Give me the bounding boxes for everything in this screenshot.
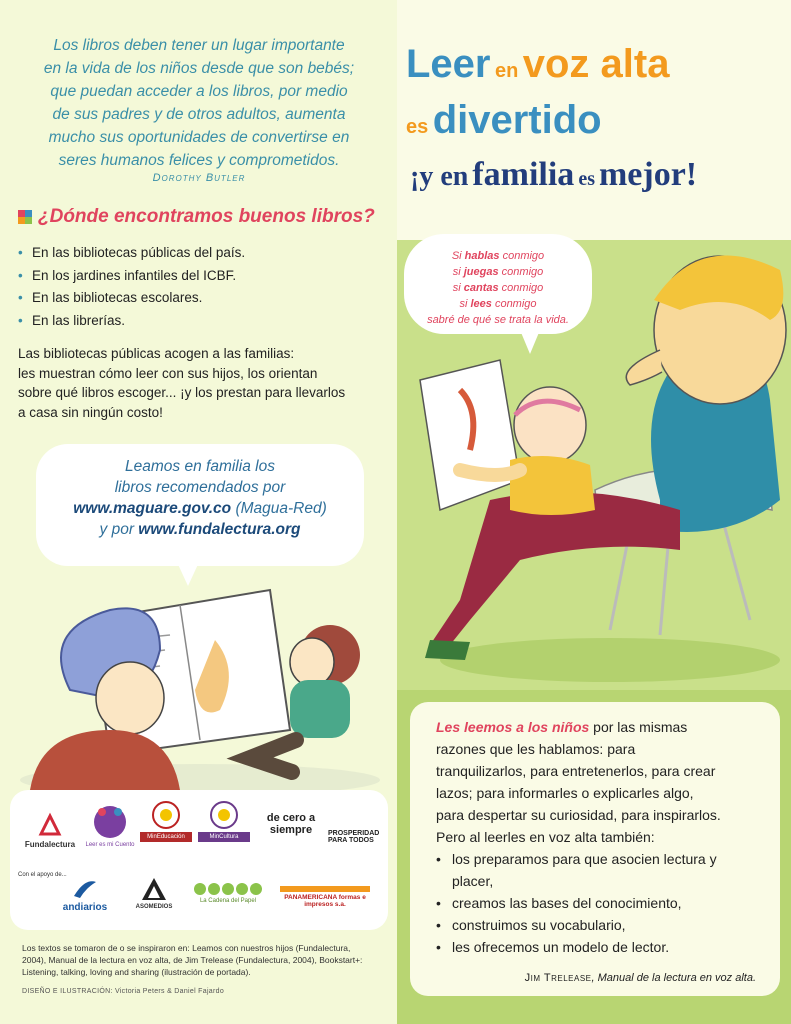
- list-item: • En las librerías.: [18, 310, 245, 333]
- recommendation-bubble: [36, 444, 364, 566]
- reading-benefits-list: [436, 848, 736, 958]
- where-list: [18, 242, 245, 332]
- quote-line: que puedan acceder a los libros, por medio: [50, 83, 348, 100]
- quote-line: de sus padres y de otros adultos, aumenta: [52, 106, 346, 123]
- highlight-phrase: Les leemos a los niños: [436, 719, 590, 735]
- title-en: en: [494, 60, 519, 82]
- paragraph-line: razones que les hablamos: para: [436, 741, 636, 757]
- list-item: • En las bibliotecas públicas del país.: [18, 242, 245, 265]
- paragraph-line: Pero al leerles en voz alta también:: [436, 829, 655, 845]
- magua-red-label: (Magua-Red): [231, 500, 327, 517]
- title-voz-alta: voz alta: [522, 42, 670, 86]
- bubble-line: [36, 519, 364, 540]
- bubble-line: Si hablas conmigo: [451, 250, 545, 262]
- cadena-del-papel-logo: La Cadena del Papel: [188, 882, 268, 904]
- mincultura-logo: MinCultura: [198, 800, 250, 842]
- panamericana-logo: PANAMERICANA formas e impresos s.a.: [280, 886, 370, 908]
- title-line-1: [406, 42, 669, 87]
- design-credit: DISEÑO E ILUSTRACIÓN: Victoria Peters & Daniel Fajardo: [22, 988, 225, 995]
- bubble-line: si cantas conmigo: [452, 282, 544, 294]
- quote-line: mucho sus oportunidades de convertirse en: [48, 129, 350, 146]
- reading-reasons-text: [436, 716, 776, 848]
- title-line-2: [406, 98, 602, 143]
- list-item: • creamos las bases del conocimiento,: [436, 892, 736, 914]
- libraries-paragraph: [18, 344, 348, 422]
- support-label: Con el apoyo de...: [18, 872, 67, 878]
- where-title: ¿Dónde encontramos buenos libros?: [38, 206, 375, 227]
- trelease-attribution: Jim Trelease, Manual de la lectura en voz alta.: [524, 972, 756, 984]
- list-item: • los preparamos para que asocien lectura y placer,: [436, 848, 736, 892]
- paragraph-line: para despertar su curiosidad, para inspirarlos.: [436, 807, 721, 823]
- butler-quote: [24, 34, 374, 172]
- grandmother-child-illustration: [0, 580, 397, 790]
- title-es2: es: [578, 168, 595, 190]
- list-item: • En las bibliotecas escolares.: [18, 287, 245, 310]
- bubble-line: si lees conmigo: [459, 298, 537, 310]
- paragraph-line: lazos; para informarles o explicarles algo,: [436, 785, 694, 801]
- title-divertido: divertido: [432, 98, 602, 142]
- fundalectura-logo: Fundalectura: [20, 812, 80, 849]
- father-child-illustration: [400, 240, 791, 690]
- bubble-line: [36, 498, 364, 519]
- prefix-label: y por: [99, 521, 139, 538]
- prosperidad-logo: PROSPERIDAD PARA TODOS: [328, 830, 380, 844]
- title-y-en: ¡y en: [410, 161, 469, 192]
- list-item: • les ofrecemos un modelo de lector.: [436, 936, 736, 958]
- de-cero-a-siempre-logo: de cero a siempre: [266, 812, 316, 836]
- quote-line: en la vida de los niños desde que son bebés;: [43, 60, 355, 77]
- paragraph-line: tranquilizarlos, para entretenerlos, para crear: [436, 763, 716, 779]
- asomedios-logo: ASOMEDIOS: [128, 876, 180, 910]
- list-item: • construimos su vocabulario,: [436, 914, 736, 936]
- bubble-line: libros recomendados por: [114, 479, 286, 496]
- sponsors-box: [10, 790, 388, 930]
- credits-text: Los textos se tomaron de o se inspiraron en: Leamos con nuestros hijos (Fundalectura, 2004), Manual de la lectura en voz alta, de Jim Trelease (Fundalectura, 2004), Bookstart+: Listening, talking, loving and sharing (ilustración de portada).: [22, 943, 363, 977]
- bubble-line: Leamos en familia los: [125, 458, 275, 475]
- title-mejor: mejor!: [598, 156, 698, 193]
- andiarios-logo: andiarios: [50, 878, 120, 913]
- title-familia: familia: [472, 156, 575, 193]
- title-leer: Leer: [406, 42, 491, 86]
- maguare-link[interactable]: www.maguare.gov.co: [73, 500, 232, 517]
- paragraph-line: Les leemos a los niños por las mismas: [436, 719, 688, 735]
- mineducacion-logo: MinEducación: [140, 800, 192, 842]
- paragraph-line: sobre qué libros escoger... ¡y los prestan para llevarlos: [18, 385, 346, 400]
- paragraph-line: les muestran cómo leer con sus hijos, los orientan: [18, 365, 318, 381]
- title-es: es: [406, 116, 429, 138]
- quote-line: seres humanos felices y comprometidos.: [58, 152, 340, 169]
- bubble-line: sabré de qué se trata la vida.: [427, 314, 569, 326]
- quote-line: Los libros deben tener un lugar importante: [53, 37, 345, 54]
- colored-squares-icon: [18, 210, 32, 224]
- where-heading: [18, 206, 375, 228]
- bubble-line: si juegas conmigo: [452, 266, 544, 278]
- fundalectura-link[interactable]: www.fundalectura.org: [138, 521, 301, 538]
- list-item: • En los jardines infantiles del ICBF.: [18, 265, 245, 288]
- paragraph-line: Las bibliotecas públicas acogen a las familias:: [18, 346, 295, 361]
- leer-es-mi-cuento-logo: Leer es mi Cuento: [82, 804, 138, 848]
- quote-author: Dorothy Butler: [152, 172, 246, 184]
- paragraph-line: a casa sin ningún costo!: [18, 404, 163, 420]
- title-line-3: [410, 156, 697, 194]
